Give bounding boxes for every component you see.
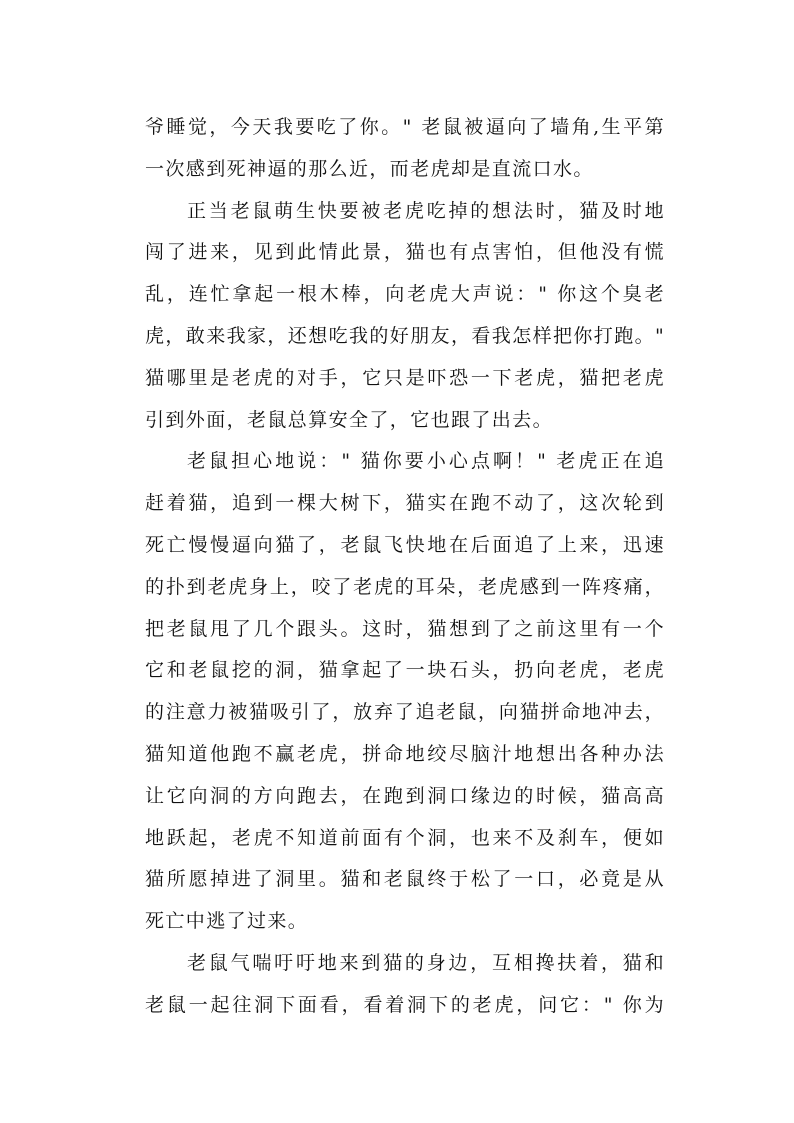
text-line: 猫知道他跑不赢老虎，拼命地绞尽脑汁地想出各种办法 bbox=[145, 742, 665, 765]
text-line: 猫哪里是老虎的对手，它只是吓恐一下老虎，猫把老虎 bbox=[145, 366, 665, 389]
text-line: 乱，连忙拿起一根木棒，向老虎大声说：" 你这个臭老 bbox=[145, 283, 665, 306]
paragraph-first-line: 老鼠气喘吁吁地来到猫的身边，互相搀扶着，猫和 bbox=[187, 951, 665, 974]
text-line: 的注意力被猫吸引了，放弃了追老鼠，向猫拼命地冲去， bbox=[145, 701, 665, 724]
text-line: 爷睡觉，今天我要吃了你。" 老鼠被逼向了墙角,生平第 bbox=[145, 116, 665, 138]
document-body bbox=[145, 107, 665, 1027]
text-line: 老鼠一起往洞下面看，看着洞下的老虎，问它：" 你为 bbox=[145, 993, 665, 1016]
text-line: 引到外面，老鼠总算安全了，它也跟了出去。 bbox=[145, 408, 554, 431]
paragraph-first-line: 老鼠担心地说：" 猫你要小心点啊！" 老虎正在追 bbox=[187, 450, 665, 473]
text-line: 死亡慢慢逼向猫了，老鼠飞快地在后面追了上来，迅速 bbox=[145, 533, 665, 556]
text-line: 一次感到死神逼的那么近，而老虎却是直流口水。 bbox=[145, 157, 594, 180]
text-line: 它和老鼠挖的洞，猫拿起了一块石头，扔向老虎，老虎 bbox=[145, 659, 665, 682]
text-line: 让它向洞的方向跑去，在跑到洞口缘边的时候，猫高高 bbox=[145, 784, 665, 807]
paragraph-first-line: 正当老鼠萌生快要被老虎吃掉的想法时，猫及时地 bbox=[187, 199, 665, 222]
text-line: 虎，敢来我家，还想吃我的好朋友，看我怎样把你打跑。" bbox=[145, 324, 666, 347]
text-line: 的扑到老虎身上，咬了老虎的耳朵，老虎感到一阵疼痛， bbox=[145, 575, 665, 598]
text-line: 闯了进来，见到此情此景，猫也有点害怕，但他没有慌 bbox=[145, 241, 665, 264]
text-line: 猫所愿掉进了洞里。猫和老鼠终于松了一口，必竟是从 bbox=[145, 868, 665, 891]
text-line: 赶着猫，追到一棵大树下，猫实在跑不动了，这次轮到 bbox=[145, 492, 665, 515]
text-line: 把老鼠甩了几个跟头。这时，猫想到了之前这里有一个 bbox=[145, 617, 665, 640]
text-line: 地跃起，老虎不知道前面有个洞，也来不及刹车，便如 bbox=[145, 826, 665, 849]
text-line: 死亡中逃了过来。 bbox=[145, 910, 309, 933]
